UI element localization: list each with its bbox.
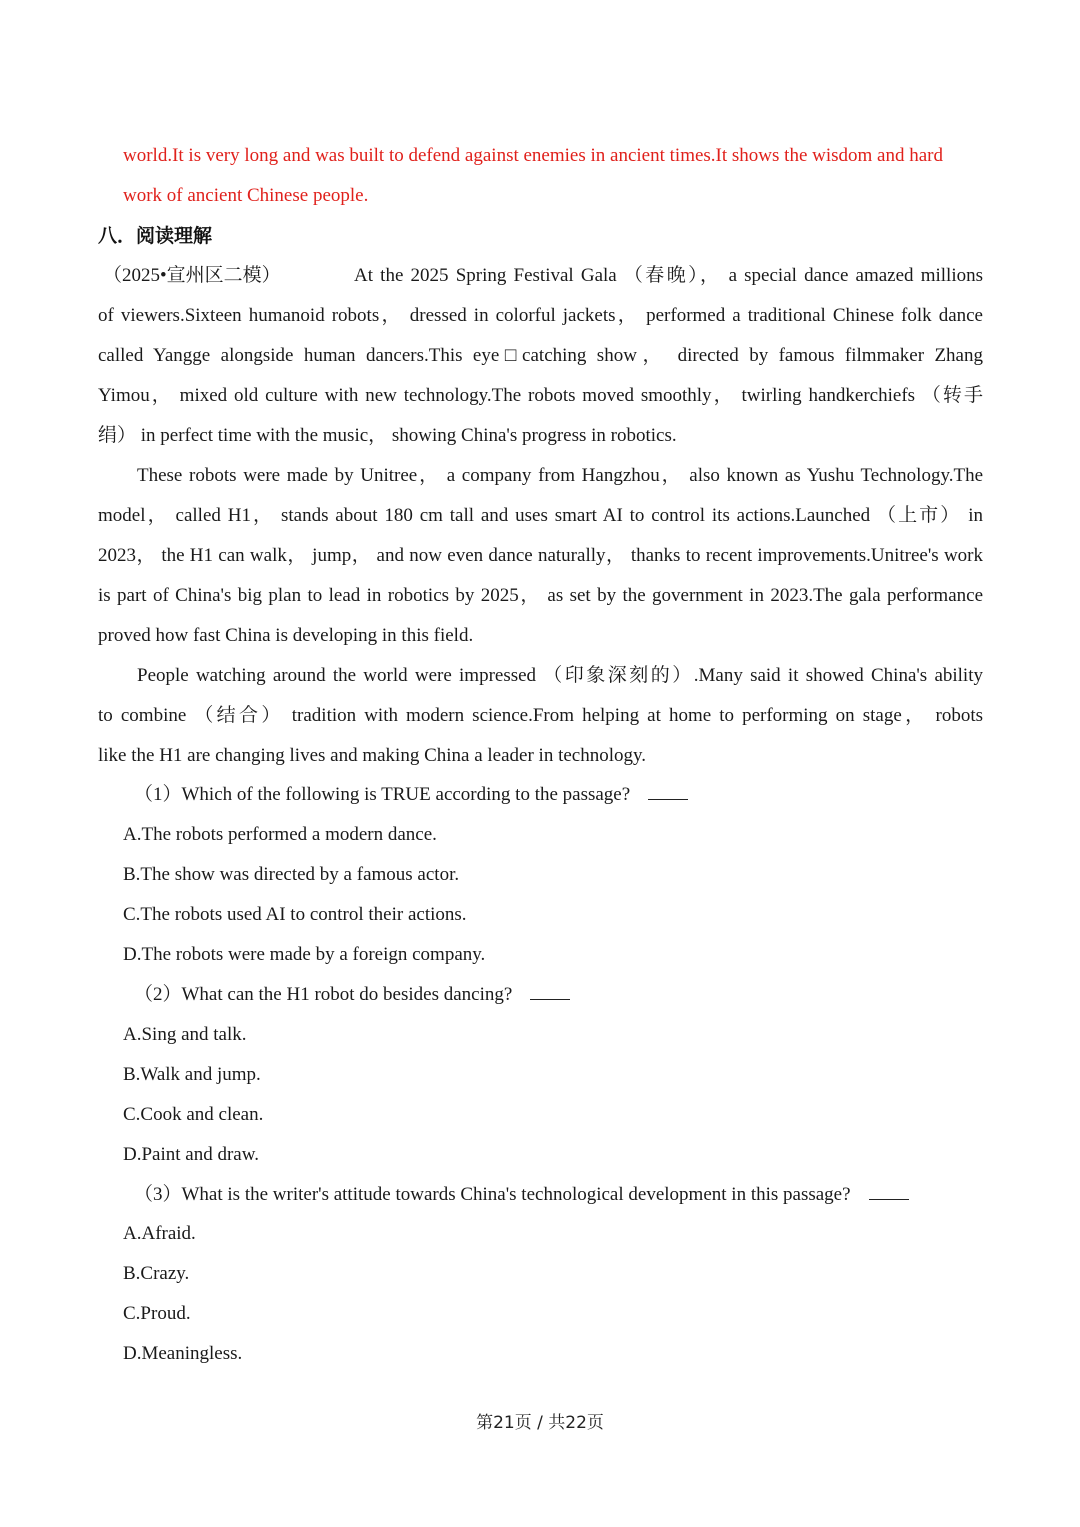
page-number-footer: 第21页 / 共22页 xyxy=(476,1413,604,1433)
passage-line: 2023， the H1 can walk， jump， and now even dance naturally， thanks to recent improvements.Unitree's work xyxy=(98,545,983,566)
passage-line: At the 2025 Spring Festival Gala （春晚）， a special dance amazed millions xyxy=(354,265,983,286)
option-3b: B.Crazy. xyxy=(123,1263,190,1284)
option-1a: A.The robots performed a modern dance. xyxy=(123,824,437,845)
passage-line: of viewers.Sixteen humanoid robots， dressed in colorful jackets， performed a traditional Chinese folk dance xyxy=(98,305,983,326)
passage-line: These robots were made by Unitree， a company from Hangzhou， also known as Yushu Technology.The xyxy=(137,465,983,486)
option-1d: D.The robots were made by a foreign company. xyxy=(123,944,486,965)
passage-line: proved how fast China is developing in this field. xyxy=(98,625,474,646)
passage-line: People watching around the world were impressed （印象深刻的）.Many said it showed China's ability xyxy=(137,665,983,686)
answer-text-line-1: world.It is very long and was built to defend against enemies in ancient times.It shows the wisdom and hard xyxy=(123,145,943,166)
question-1 xyxy=(134,775,688,815)
question-stem: （1）Which of the following is TRUE according to the passage? xyxy=(134,784,631,805)
answer-blank[interactable] xyxy=(869,1179,909,1200)
passage-line: model， called H1， stands about 180 cm tall and uses smart AI to control its actions.Launched （上市） in xyxy=(98,505,983,526)
passage-line: to combine （结合） tradition with modern science.From helping at home to performing on stage， robots xyxy=(98,705,983,726)
option-2d: D.Paint and draw. xyxy=(123,1144,259,1165)
answer-blank[interactable] xyxy=(648,779,688,800)
question-2 xyxy=(134,975,570,1015)
passage-line: is part of China's big plan to lead in robotics by 2025， as set by the government in 2023.The gala performance xyxy=(98,585,983,606)
passage-line: called Yangge alongside human dancers.This eye﻿□catching show， directed by famous filmmaker Zhang xyxy=(98,345,983,366)
option-3a: A.Afraid. xyxy=(123,1223,196,1244)
option-3d: D.Meaningless. xyxy=(123,1343,243,1364)
passage-line: Yimou， mixed old culture with new technology.The robots moved smoothly， twirling handkerchiefs （转手 xyxy=(98,385,983,406)
option-1c: C.The robots used AI to control their actions. xyxy=(123,904,467,925)
answer-blank[interactable] xyxy=(530,979,570,1000)
question-stem: （3）What is the writer's attitude towards China's technological development in this passage? xyxy=(134,1184,851,1205)
option-2c: C.Cook and clean. xyxy=(123,1104,264,1125)
passage-line: 绢） in perfect time with the music， showing China's progress in robotics. xyxy=(98,425,677,446)
answer-text-line-2: work of ancient Chinese people. xyxy=(123,185,369,206)
passage-line: like the H1 are changing lives and making China a leader in technology. xyxy=(98,745,647,766)
option-2b: B.Walk and jump. xyxy=(123,1064,261,1085)
question-3 xyxy=(134,1175,909,1215)
question-stem: （2）What can the H1 robot do besides dancing? xyxy=(134,984,513,1005)
option-1b: B.The show was directed by a famous actor. xyxy=(123,864,460,885)
option-2a: A.Sing and talk. xyxy=(123,1024,247,1045)
option-3c: C.Proud. xyxy=(123,1303,191,1324)
section-heading: 八．阅读理解 xyxy=(98,225,213,247)
passage-source: （2025•宣州区二模） xyxy=(103,265,281,286)
